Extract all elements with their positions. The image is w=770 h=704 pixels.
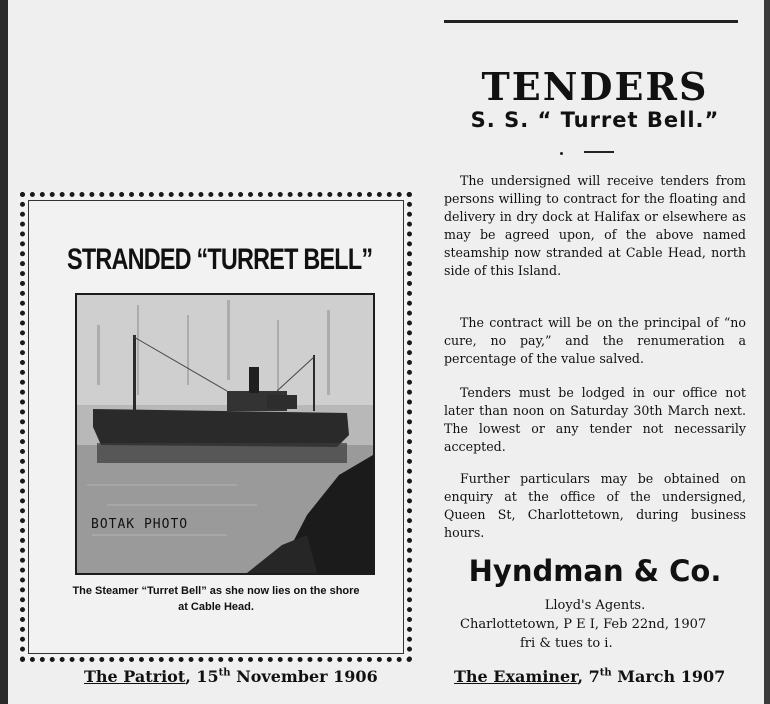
citation-month-year: March 1907	[617, 667, 726, 686]
citation-day-suffix: th	[599, 667, 612, 679]
caption-line-1: The Steamer “Turret Bell” as she now lies on the shore	[72, 585, 360, 597]
scan-edge-right	[764, 0, 770, 704]
citation-day: 15	[196, 667, 219, 686]
top-rule	[444, 20, 738, 23]
caption-line-2: at Cable Head.	[178, 601, 254, 613]
ornament-rule	[584, 151, 614, 153]
paragraph-deadline: Tenders must be lodged in our office not later than noon on Saturday 30th March next. The lowest or any tender not necessarily accepted.	[444, 385, 746, 454]
citation-day: 7	[588, 667, 600, 686]
company-name: Hyndman & Co.	[468, 554, 722, 588]
paragraph-contract: The contract will be on the principal of “no cure, no pay,” and the renumeration a percentage of the value salved.	[444, 315, 746, 366]
scan-edge-left	[0, 0, 8, 704]
ship-name: S. S. “ Turret Bell.”	[470, 108, 720, 132]
citation-day-suffix: th	[218, 667, 231, 679]
publication-name: The Examiner	[454, 667, 578, 686]
publication-days: fri & tues to i.	[520, 636, 613, 651]
paragraph-tenders: The undersigned will receive tenders from persons willing to contract for the floating and delivery in dry dock at Halifax or elsewhere as may be agreed upon, of the above named steamship now stranded at Cable Head, north side of this Island.	[444, 173, 746, 278]
photo-credit: BOTAK PHOTO	[91, 517, 189, 532]
source-citation-right: The Examiner, 7th March 1907	[454, 667, 726, 686]
clipping-headline: STRANDED “TURRET BELL”	[67, 243, 373, 276]
photo-caption	[55, 583, 377, 615]
citation-month-year: November 1906	[236, 667, 378, 686]
advert-headline: TENDERS	[481, 64, 709, 109]
paragraph-particulars: Further particulars may be obtained on enquiry at the office of the undersigned, Queen St, Charlottetown, during business hours.	[444, 471, 746, 540]
place-date-line: Charlottetown, P E I, Feb 22nd, 1907	[460, 617, 707, 632]
source-citation-left: The Patriot, 15th November 1906	[84, 667, 378, 686]
ship-photo	[75, 293, 375, 575]
ornament-dot	[560, 152, 563, 155]
publication-name: The Patriot	[84, 667, 186, 686]
newspaper-clipping-examiner	[440, 14, 750, 654]
newspaper-clipping-patriot	[20, 192, 412, 662]
agents-line: Lloyd's Agents.	[544, 598, 646, 613]
